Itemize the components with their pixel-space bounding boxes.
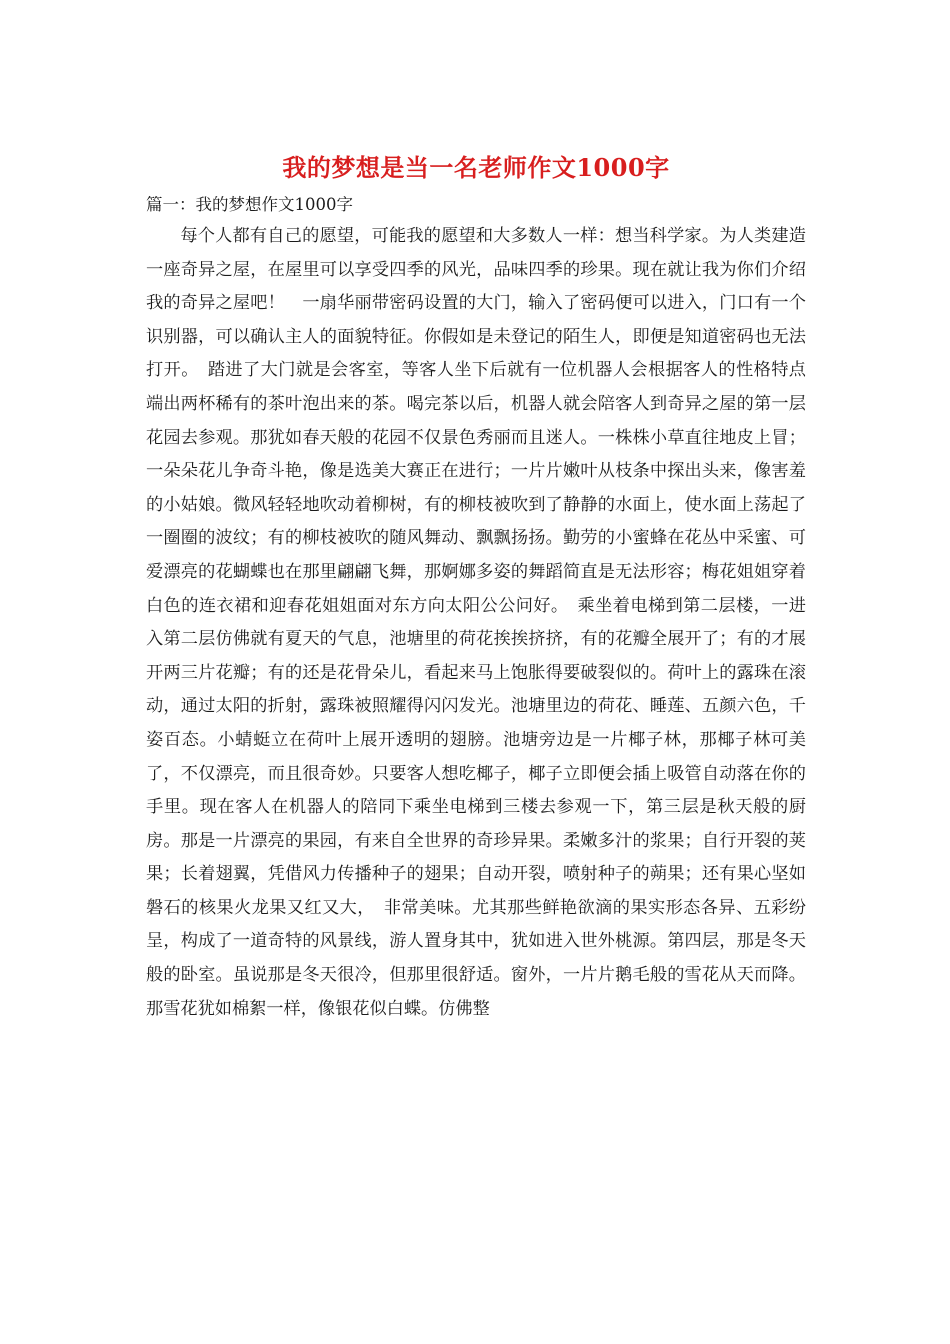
section-heading: 篇一：我的梦想作文1000字: [146, 195, 353, 214]
document-title: 我的梦想是当一名老师作文1000字: [282, 153, 670, 182]
document-page: [146, 148, 806, 1026]
body-paragraph: 每个人都有自己的愿望，可能我的愿望和大多数人一样：想当科学家。为人类建造一座奇异之屋，在屋里可以享受四季的风光，品味四季的珍果。现在就让我为你们介绍我的奇异之屋吧！ 一扇华丽带密码设置的大门，输入了密码便可以进入，门口有一个识别器，可以确认主人的面貌特征。你假如是未登记的陌生人，即便是知道密码也无法打开。 踏进了大门就是会客室，等客人坐下后就有一位机器人会根据客人的性格特点端出两杯稀有的茶叶泡出来的茶。喝完茶以后，机器人就会陪客人到奇异之屋的第一层花园去参观。那犹如春天般的花园不仅景色秀丽而且迷人。一株株小草直往地皮上冒；一朵朵花儿争奇斗艳，像是选美大赛正在进行；一片片嫩叶从枝条中探出头来，像害羞的小姑娘。微风轻轻地吹动着柳树，有的柳枝被吹到了静静的水面上，使水面上荡起了一圈圈的波纹；有的柳枝被吹的随风舞动、飘飘扬扬。勤劳的小蜜蜂在花丛中采蜜、可爱漂亮的花蝴蝶也在那里翩翩飞舞，那婀娜多姿的舞蹈简直是无法形容；梅花姐姐穿着白色的连衣裙和迎春花姐姐面对东方向太阳公公问好。 乘坐着电梯到第二层楼，一进入第二层仿佛就有夏天的气息，池塘里的荷花挨挨挤挤，有的花瓣全展开了；有的才展开两三片花瓣；有的还是花骨朵儿，看起来马上饱胀得要破裂似的。荷叶上的露珠在滚动，通过太阳的折射，露珠被照耀得闪闪发光。池塘里边的荷花、睡莲、五颜六色，千姿百态。小蜻蜓立在荷叶上展开透明的翅膀。池塘旁边是一片椰子林，那椰子林可美了，不仅漂亮，而且很奇妙。只要客人想吃椰子，椰子立即便会插上吸管自动落在你的手里。现在客人在机器人的陪同下乘坐电梯到三楼去参观一下，第三层是秋天般的厨房。那是一片漂亮的果园，有来自全世界的奇珍异果。柔嫩多汁的浆果；自行开裂的荚果；长着翅翼，凭借风力传播种子的翅果；自动开裂，喷射种子的蒴果；还有果心坚如磐石的核果火龙果又红又大， 非常美味。尤其那些鲜艳欲滴的果实形态各异、五彩纷呈，构成了一道奇特的风景线，游人置身其中，犹如进入世外桃源。第四层，那是冬天般的卧室。虽说那是冬天很冷，但那里很舒适。窗外，一片片鹅毛般的雪花从天而降。那雪花犹如棉絮一样，像银花似白蝶。仿佛整: [146, 226, 806, 1019]
